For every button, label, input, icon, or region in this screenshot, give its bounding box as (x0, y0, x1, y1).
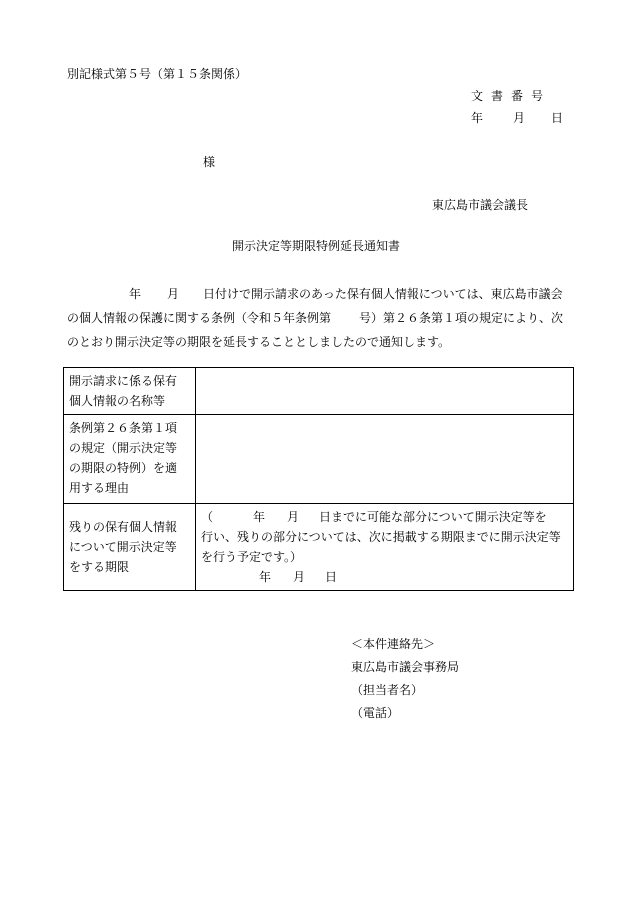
body-line-3: のとおり開示決定等の期限を延長することとしましたので通知します。 (67, 335, 451, 349)
row-label-info-name: 開示請求に係る保有 個人情報の名称等 (64, 368, 196, 415)
document-number-label: 文書番号 (471, 89, 552, 103)
contact-heading: ＜本件連絡先＞ (351, 637, 436, 651)
row-label-deadline: 残りの保有個人情報 について開示決定等 をする期限 (64, 504, 196, 591)
row-label-reason: 条例第２６条第１項 の規定（開示決定等 の期限の特例）を適 用する理由 (64, 415, 196, 504)
notice-body (67, 282, 577, 354)
row-value-info-name (196, 368, 574, 415)
form-label: 別記様式第５号（第１５条関係） (67, 67, 248, 81)
notice-details-table (63, 367, 574, 591)
date-day: 日 (551, 111, 564, 125)
table-row (64, 504, 574, 591)
contact-phone: （電話） (351, 706, 400, 720)
document-title: 開示決定等期限特例延長通知書 (232, 239, 401, 253)
body-line-2: の個人情報の保護に関する条例（令和５年条例第 号）第２６条第１項の規定により、次 (67, 311, 564, 325)
body-line-1: 年 月 日付けで開示請求のあった保有個人情報については、東広島市議会 (129, 287, 563, 301)
sender-name: 東広島市議会議長 (432, 198, 529, 212)
addressee-honorific: 様 (203, 155, 216, 169)
contact-person: （担当者名） (351, 683, 424, 697)
row-value-reason (196, 415, 574, 504)
table-row (64, 368, 574, 415)
contact-office: 東広島市議会事務局 (351, 660, 460, 674)
date-month: 月 (513, 111, 526, 125)
table-row (64, 415, 574, 504)
row-value-deadline: （ 年 月 日までに可能な部分について開示決定等を 行い、残りの部分については、次に掲載する期限までに開示決定等 を行う予定です。） 年 月 日 (196, 504, 574, 591)
issue-date (471, 110, 563, 126)
contact-block (351, 633, 459, 725)
date-year: 年 (471, 111, 484, 125)
